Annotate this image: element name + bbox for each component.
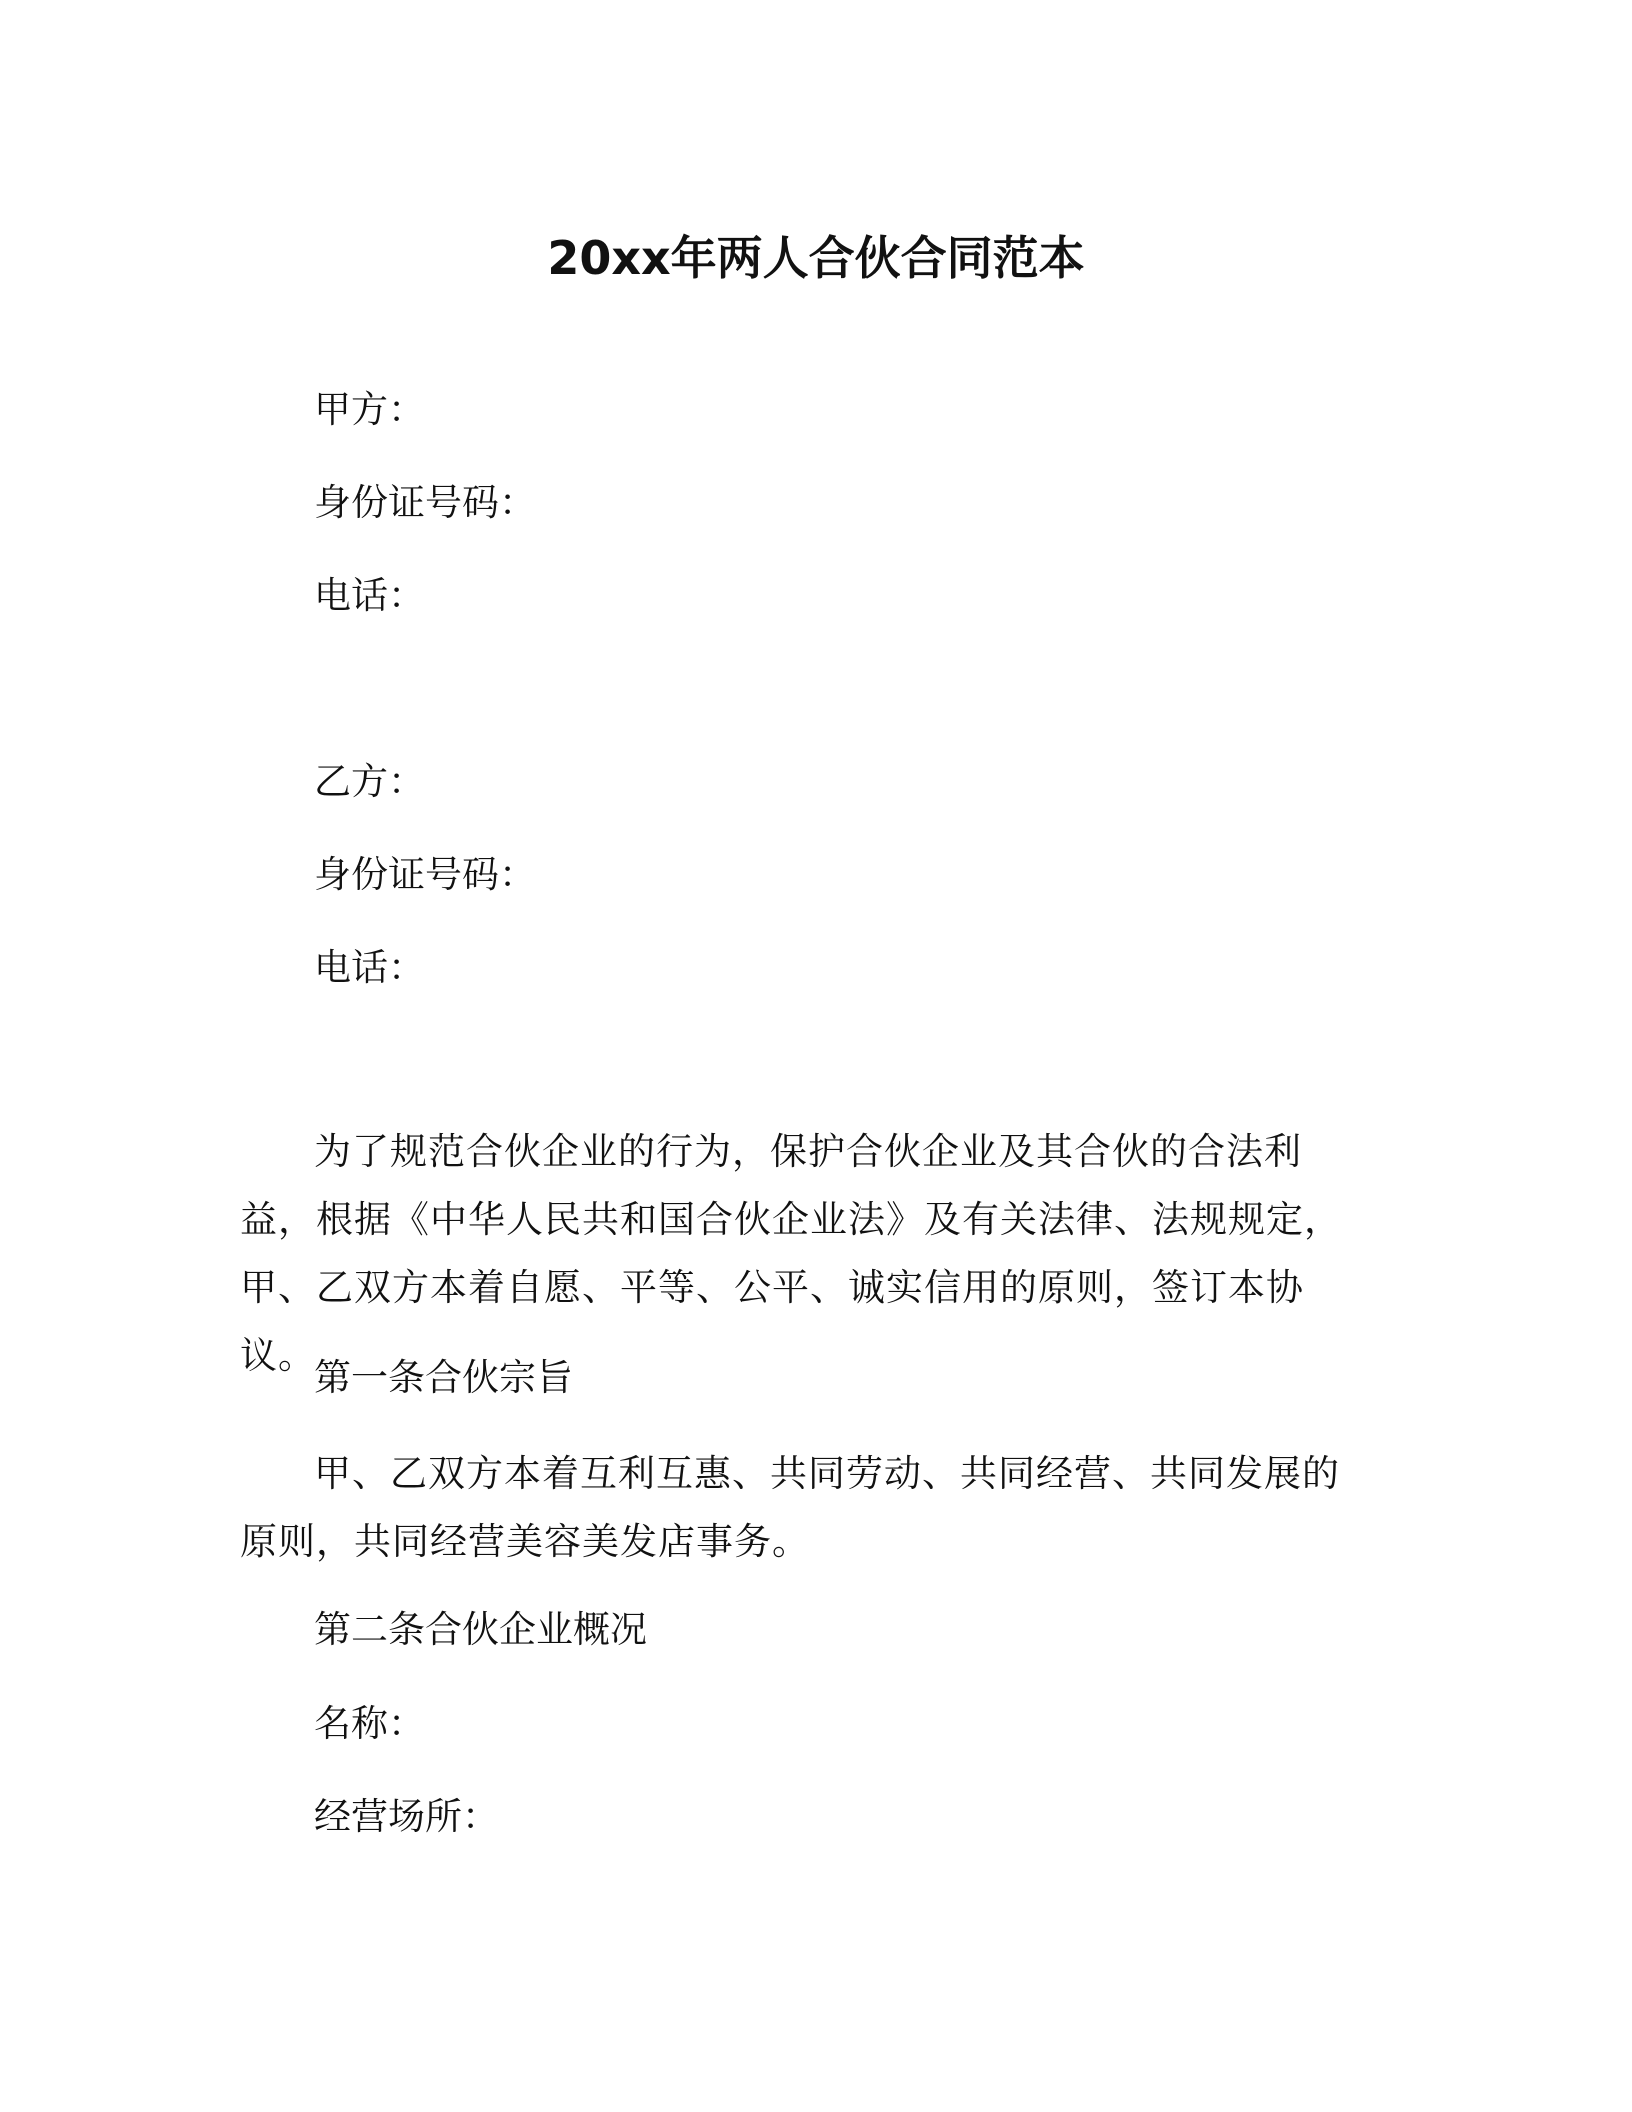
preamble-paragraph: 为了规范合伙企业的行为，保护合伙企业及其合伙的合法利益，根据《中华人民共和国合伙企业法》及有关法律、法规规定，甲、乙双方本着自愿、平等、公平、诚实信用的原则，签订本协议。	[240, 1130, 1342, 1377]
article-2-heading: 第二条合伙企业概况	[314, 1608, 647, 1651]
article-1-heading: 第一条合伙宗旨	[314, 1356, 573, 1399]
party-b-phone-label: 电话：	[314, 946, 425, 989]
article-1-body: 甲、乙双方本着互利互惠、共同劳动、共同经营、共同发展的原则，共同经营美容美发店事务。	[240, 1452, 1340, 1563]
party-b-id-label: 身份证号码：	[314, 853, 536, 896]
company-name-label: 名称：	[314, 1702, 425, 1745]
party-b-label: 乙方：	[314, 760, 425, 803]
document-title: 20xx年两人合伙合同范本	[547, 231, 1085, 285]
business-place-label: 经营场所：	[314, 1795, 499, 1838]
party-a-id-label: 身份证号码：	[314, 481, 536, 524]
party-a-phone-label: 电话：	[314, 574, 425, 617]
party-a-label: 甲方：	[314, 388, 425, 431]
